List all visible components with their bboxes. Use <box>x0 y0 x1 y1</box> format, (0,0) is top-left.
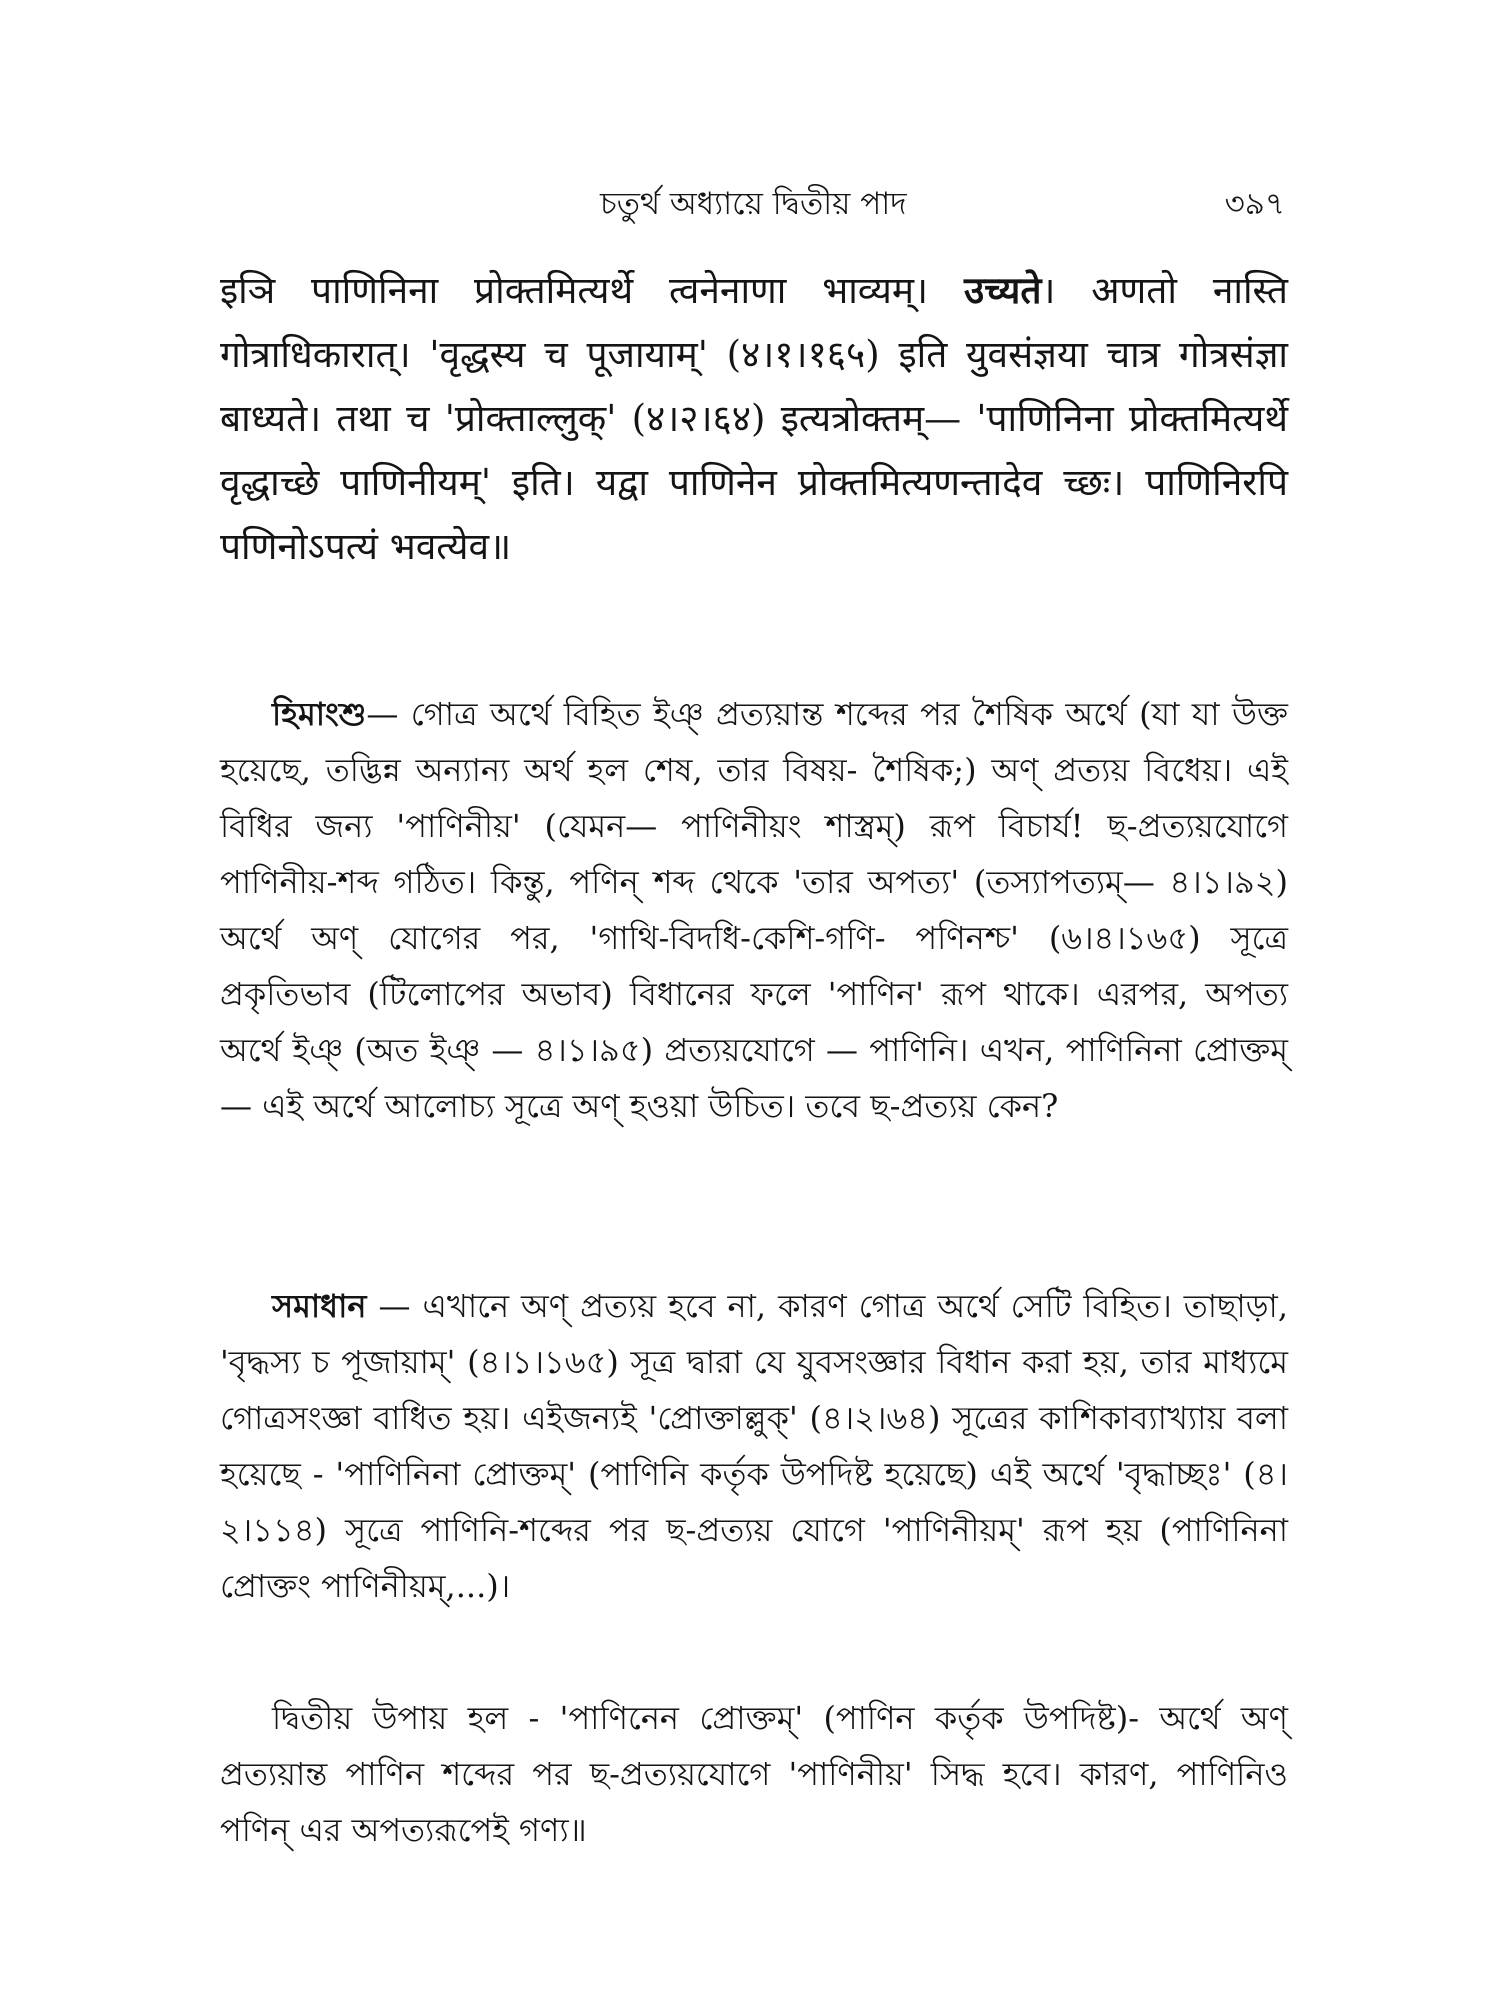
sanskrit-paragraph <box>220 258 1288 579</box>
running-title: চতুর্থ অধ্যায়ে দ্বিতীয় পাদ <box>600 186 907 222</box>
samadhan-paragraph <box>220 1278 1288 1614</box>
himangshu-text: — গোত্র অর্থে বিহিত ইঞ্ প্রত্যয়ান্ত শব্দের পর শৈষিক অর্থে (যা যা উক্ত হয়েছে, তদ্ভিন্ন অন্যান্য অর্থ হল শেষ, তার বিষয়- শৈষিক;) অণ্ প্রত্যয় বিধেয়। এই বিধির জন্য 'পাণিনীয়' (যেমন— পাণিনীয়ং শাস্ত্রম্) রূপ বিচার্য! ছ-প্রত্যয়যোগে পাণিনীয়-শব্দ গঠিত। কিন্তু, পণিন্ শব্দ থেকে 'তার অপত্য' (তস্যাপত্যম্— ৪।১।৯২) অর্থে অণ্ যোগের পর, 'গাথি-বিদধি-কেশি-গণি- পণিনশ্চ' (৬।৪।১৬৫) সূত্রে প্রকৃতিভাব (টিলোপের অভাব) বিধানের ফলে 'পাণিন' রূপ থাকে। এরপর, অপত্য অর্থে ইঞ্ (অত ইঞ্ — ৪।১।৯৫) প্রত্যয়যোগে — পাণিনি। এখন, পাণিনিনা প্রোক্তম্ — এই অর্থে আলোচ্য সূত্রে অণ্ হওয়া উচিত। তবে ছ-প্রত্যয় কেন? <box>220 695 1288 1125</box>
sanskrit-bold-term: उच्यते <box>963 268 1042 312</box>
himangshu-paragraph <box>220 686 1288 1134</box>
second-way-paragraph <box>220 1690 1288 1858</box>
second-way-text: দ্বিতীয় উপায় হল - 'পাণিনেন প্রোক্তম্' (পাণিন কর্তৃক উপদিষ্ট)- অর্থে অণ্ প্রত্যয়ান্ত পাণিন শব্দের পর ছ-প্রত্যয়যোগে 'পাণিনীয়' সিদ্ধ হবে। কারণ, পাণিনিও পণিন্ এর অপত্যরূপেই গণ্য॥ <box>220 1699 1288 1849</box>
samadhan-label: সমাধান <box>272 1287 367 1325</box>
sanskrit-commentary <box>220 258 1288 579</box>
sanskrit-text-b: । अणतो नास्ति गोत्राधिकारात्। 'वृद्धस्य च पूजायाम्' (४।१।१६५) इति युवसंज्ञया चात्र गोत्रसंज्ञा बाध्यते। तथा च 'प्रोक्ताल्लुक्' (४।२।६४) इत्यत्रोक्तम्— 'पाणिनिना प्रोक्तमित्यर्थे वृद्धाच्छे पाणिनीयम्' इति। यद्वा पाणिनेन प्रोक्तमित्यणन्तादेव च्छः। पाणिनिरपि पणिनोऽपत्यं भवत्येव॥ <box>220 269 1289 568</box>
running-head <box>0 182 1500 226</box>
samadhan-text: — এখানে অণ্ প্রত্যয় হবে না, কারণ গোত্র অর্থে সেটি বিহিত। তাছাড়া, 'বৃদ্ধস্য চ পূজায়াম্' (৪।১।১৬৫) সূত্র দ্বারা যে যুবসংজ্ঞার বিধান করা হয়, তার মাধ্যমে গোত্রসংজ্ঞা বাধিত হয়। এইজন্যই 'প্রোক্তাল্লুক্' (৪।২।৬৪) সূত্রের কাশিকাব্যাখ্যায় বলা হয়েছে - 'পাণিনিনা প্রোক্তম্' (পাণিনি কর্তৃক উপদিষ্ট হয়েছে) এই অর্থে 'বৃদ্ধাচ্ছঃ' (৪।২।১১৪) সূত্রে পাণিনি-শব্দের পর ছ-প্রত্যয় যোগে 'পাণিনীয়ম্' রূপ হয় (পাণিনিনা প্রোক্তং পাণিনীয়ম্,...)। <box>220 1287 1288 1605</box>
himangshu-label: হিমাংশু <box>272 695 367 733</box>
sanskrit-text-a: इञि पाणिनिना प्रोक्तमित्यर्थे त्वनेनाणा भाव्यम्। <box>220 269 929 312</box>
page-number: ৩৯৭ <box>1224 186 1285 222</box>
